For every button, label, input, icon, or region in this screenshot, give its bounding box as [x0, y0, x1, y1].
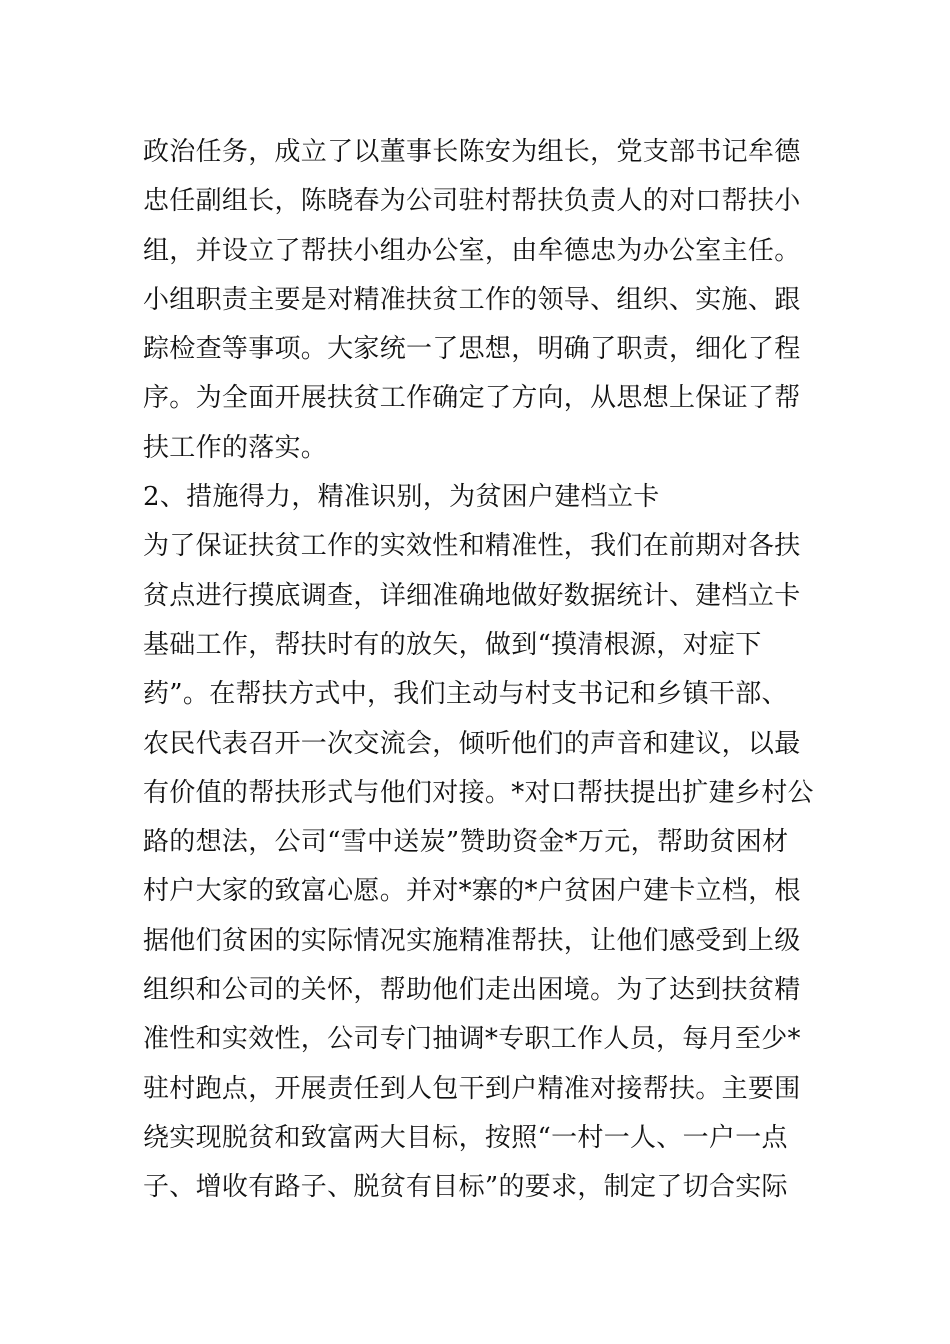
- text-line: 村户大家的致富心愿。并对*寨的*户贫困户建卡立档，根: [143, 876, 801, 907]
- text-line: 子、增收有路子、脱贫有目标”的要求，制定了切合实际: [143, 1172, 788, 1203]
- text-line: 药”。在帮扶方式中，我们主动与村支书记和乡镇干部、: [143, 679, 788, 710]
- text-line: 组织和公司的关怀，帮助他们走出困境。为了达到扶贫精: [143, 975, 801, 1006]
- text-line: 为了保证扶贫工作的实效性和精准性，我们在前期对各扶: [143, 531, 801, 562]
- document-body: [143, 128, 823, 1213]
- text-line: 路的想法，公司“雪中送炭”赞助资金*万元，帮助贫困材: [143, 827, 789, 858]
- text-line: 农民代表召开一次交流会，倾听他们的声音和建议，以最: [143, 728, 801, 759]
- text-line: 基础工作，帮扶时有的放矢，做到“摸清根源，对症下: [143, 629, 762, 660]
- text-line: 绕实现脱贫和致富两大目标，按照“一村一人、一户一点: [143, 1122, 788, 1153]
- text-line: 扶工作的落实。: [143, 432, 328, 463]
- text-line: 准性和实效性，公司专门抽调*专职工作人员，每月至少*: [143, 1024, 801, 1055]
- text-line: 忠任副组长，陈晓春为公司驻村帮扶负责人的对口帮扶小: [143, 186, 801, 217]
- text-line: 政治任务，成立了以董事长陈安为组长，党支部书记牟德: [143, 137, 801, 167]
- text-line: 据他们贫困的实际情况实施精准帮扶，让他们感受到上级: [143, 925, 801, 956]
- text-line: 驻村跑点，开展责任到人包干到户精准对接帮扶。主要围: [143, 1073, 801, 1104]
- text-line: 贫点进行摸底调查，详细准确地做好数据统计、建档立卡: [143, 580, 801, 611]
- section-heading: 2、措施得力，精准识别，为贫困户建档立卡: [143, 482, 660, 513]
- text-line: 序。为全面开展扶贫工作确定了方向，从思想上保证了帮: [143, 383, 801, 414]
- text-line: 小组职责主要是对精准扶贫工作的领导、组织、实施、跟: [143, 284, 801, 315]
- text-line: 踪检查等事项。大家统一了思想，明确了职责，细化了程: [143, 334, 801, 365]
- text-line: 有价值的帮扶形式与他们对接。*对口帮扶提出扩建乡村公: [143, 777, 814, 808]
- text-line: 组，并设立了帮扶小组办公室，由牟德忠为办公室主任。: [143, 235, 801, 266]
